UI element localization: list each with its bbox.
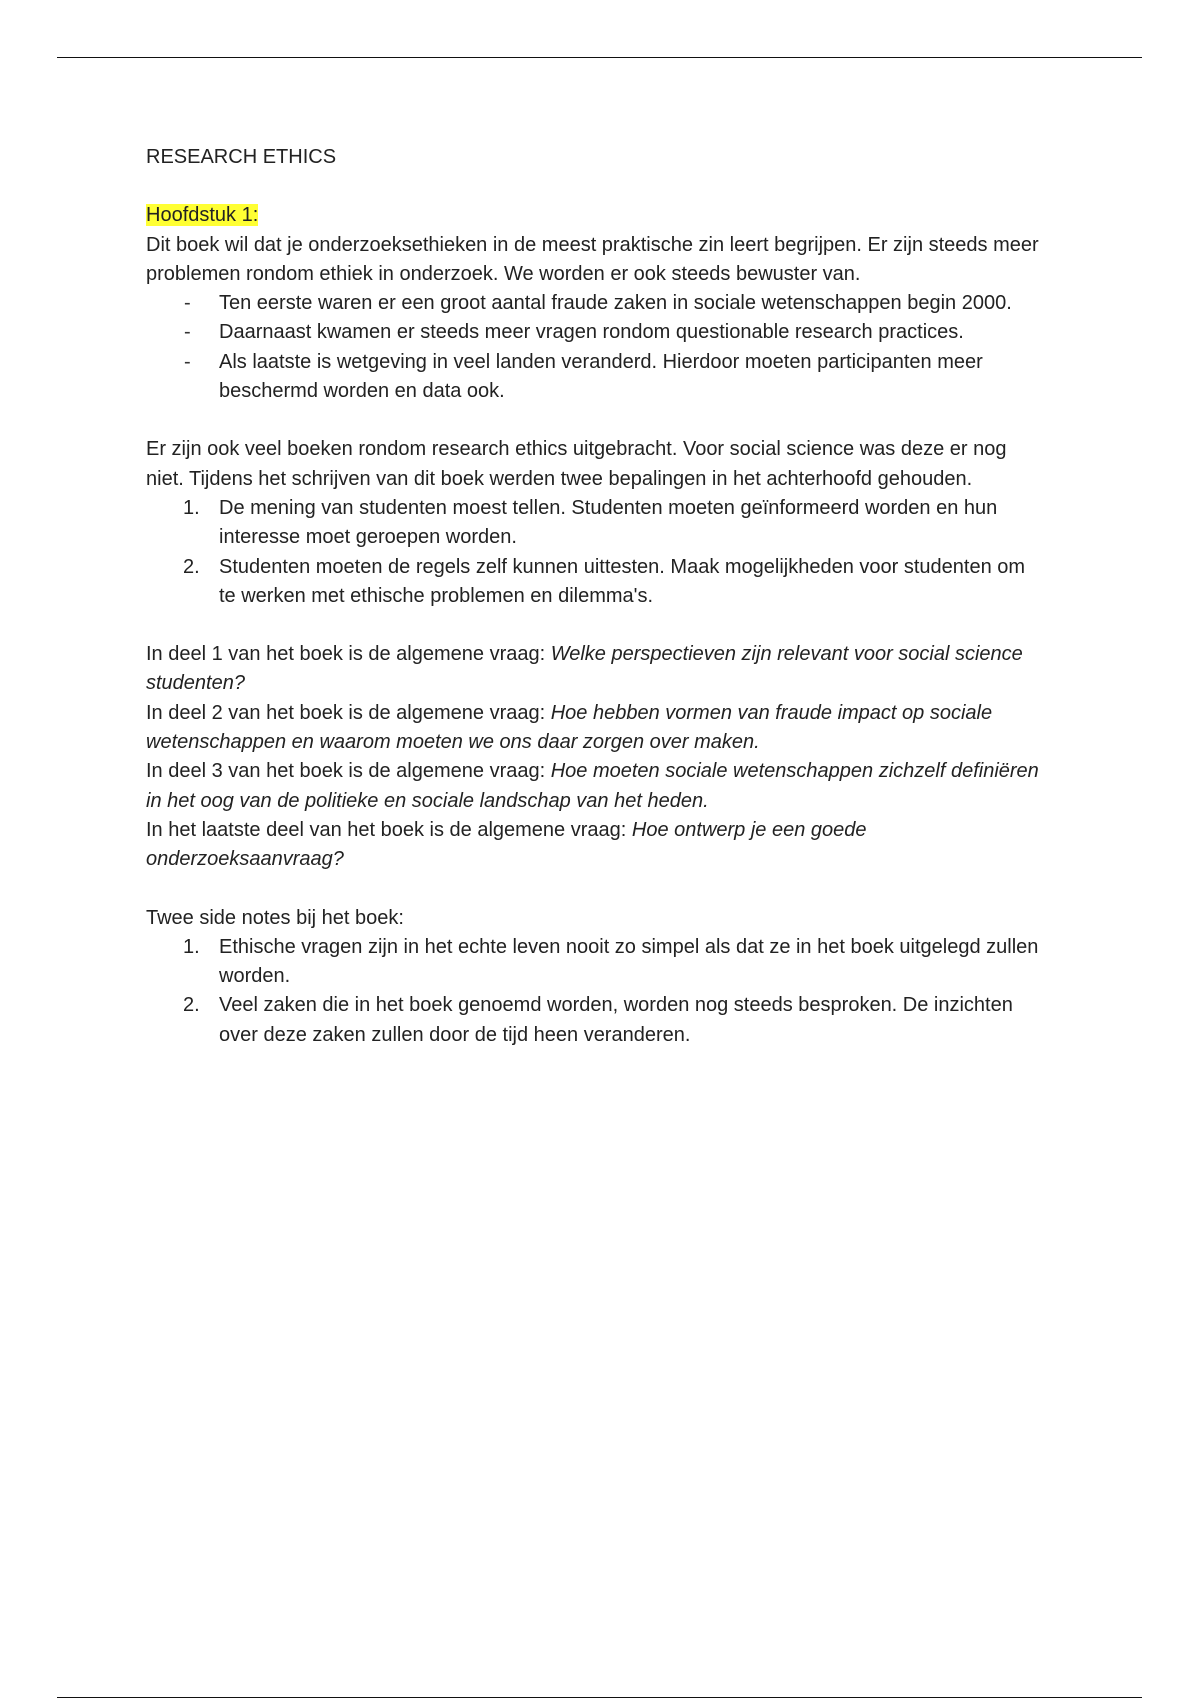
part-question-3 [146,757,1046,816]
list-number: 2. [183,994,200,1017]
list-number: 1. [183,496,200,519]
principle-text: De mening van studenten moest tellen. Studenten moeten geïnformeerd worden en hun interesse moet geroepen worden. [219,496,998,549]
side-note-item [183,991,1046,1050]
part-prefix: In het laatste deel van het boek is de algemene vraag: [146,818,632,841]
bullet-item: - Daarnaast kwamen er steeds meer vragen rondom questionable research practices. [219,318,1046,347]
principle-item [183,553,1046,612]
part-question: Welke perspectieven zijn relevant voor social science studenten? [146,643,1023,695]
bullet-list [146,289,1046,406]
part-prefix: In deel 3 van het boek is de algemene vraag: [146,760,551,783]
spacer [146,611,1046,640]
side-notes-heading: Twee side notes bij het boek: [146,906,404,929]
chapter-heading [146,201,1046,230]
header-rule [57,57,1142,58]
part-prefix: In deel 1 van het boek is de algemene vraag: [146,643,551,666]
part-question-4 [146,816,1046,875]
part-prefix: In deel 2 van het boek is de algemene vraag: [146,701,551,724]
side-notes-list [146,933,1046,1050]
chapter-heading-highlight: Hoofdstuk 1: [146,204,259,227]
bullet-item: - Ten eerste waren er een groot aantal fraude zaken in sociale wetenschappen begin 2000. [219,289,1046,318]
part-question-1 [146,640,1046,699]
side-note-text: Veel zaken die in het boek genoemd worden, worden nog steeds besproken. De inzichten over deze zaken zullen door de tijd heen veranderen. [219,994,1013,1046]
list-number: 1. [183,935,200,958]
part-question: Hoe ontwerp je een goede onderzoeksaanvraag? [146,818,867,871]
part-question: Hoe hebben vormen van fraude impact op sociale wetenschappen en waarom moeten we ons daar zorgen over maken. [146,701,993,754]
side-note-text: Ethische vragen zijn in het echte leven nooit zo simpel als dat ze in het boek uitgelegd zullen worden. [219,935,1039,988]
principle-text: Studenten moeten de regels zelf kunnen uittesten. Maak mogelijkheden voor studenten om te werken met ethische problemen en dilemma's. [219,555,1026,607]
principle-item [183,494,1046,553]
spacer [146,875,1046,904]
bullet-item: - Als laatste is wetgeving in veel landen veranderd. Hierdoor moeten participanten meer beschermd worden en data ook. [219,348,1046,407]
part-question-2 [146,699,1046,758]
part-question: Hoe moeten sociale wetenschappen zichzelf definiëren in het oog van de politieke en sociale landschap van het heden. [146,760,1039,812]
principles-list [146,494,1046,611]
footer-rule [57,1697,1142,1698]
spacer [146,406,1046,435]
document-title: RESEARCH ETHICS [146,146,337,168]
intro-paragraph: Dit boek wil dat je onderzoeksethieken in de meest praktische zin leert begrijpen. Er zijn steeds meer problemen rondom ethiek in onderzoek. We worden er ook steeds bewuster van. [146,233,1039,285]
document-body [146,143,1046,1050]
books-paragraph: Er zijn ook veel boeken rondom research ethics uitgebracht. Voor social science was deze er nog niet. Tijdens het schrijven van dit boek werden twee bepalingen in het achterhoofd gehouden. [146,438,1007,490]
list-number: 2. [183,555,200,578]
side-note-item [183,933,1046,992]
